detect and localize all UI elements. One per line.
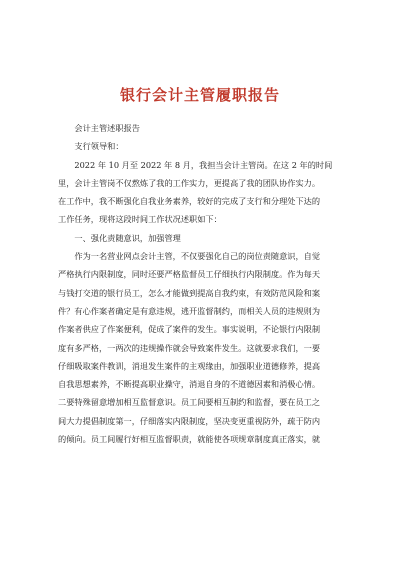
- section-heading-text: 一、强化责随意识，加强管理: [74, 232, 181, 243]
- paragraph-line: 自我思想素养，不断提高职业操守，消退自身的不道德因素和消极心情。: [58, 379, 321, 390]
- document-title: 银行会计主管履职报告: [119, 86, 280, 104]
- paragraph-line: 仔细吸取案件教训，消退发生案件的主观缘由，加强职业道德修养，提高: [58, 360, 321, 371]
- paragraph-line: 作为一名营业网点会计主管，不仅要强化自己的岗位责随意识，自觉: [74, 251, 321, 262]
- paragraph-3: [58, 247, 358, 265]
- paragraph-line: 度有多严格，一两次的违规操作就会导致案件发生。这就要求我们，一要: [58, 342, 321, 353]
- subtitle-text: 会计主管述职报告: [74, 123, 140, 133]
- paragraph-line: 工作任务，现将这段时间工作状况述职如下：: [58, 214, 222, 225]
- paragraph-line: 与钱打交道的银行员工，怎么才能做到提高自我约束，有效防范风险和案: [58, 287, 321, 298]
- paragraph-line: 二要特殊留意增加相互监督意识。员工间要相互制约和监督，要在员工之: [58, 397, 321, 408]
- subtitle-line: [58, 119, 358, 137]
- paragraph-1-cont: [58, 174, 358, 229]
- paragraph-3-cont: [58, 265, 358, 448]
- paragraph-line: 严格执行内限制度，同时还要严格监督员工仔细执行内限制度。作为每天: [58, 269, 321, 280]
- salutation-text: 支行领导和：: [74, 141, 124, 152]
- salutation-line: [58, 137, 358, 155]
- paragraph-line: 作案者供应了作案便利，促成了案件的发生。事实说明，不论银行内限制: [58, 324, 321, 335]
- paragraph-line: 2022 年 10 月至 2022 年 8 月，我担当会计主管岗。在这 2 年的时间: [74, 159, 333, 170]
- paragraph-line: 件？有心作案者确定是有意违规，逃开监督制约，而相关人员的违规则为: [58, 305, 321, 316]
- paragraph-line: 在工作中，我不断强化自我业务素养，较好的完成了支行和分理处下达的: [58, 196, 321, 207]
- paragraph-line: 里，会计主管岗不仅熬炼了我的工作实力，更提高了我的团队协作实力。: [58, 177, 321, 188]
- document-body: [58, 119, 358, 448]
- paragraph-1: [58, 156, 358, 174]
- paragraph-line: 的倾向。员工间履行好相互监督职责，就能使各项规章制度真正落实，就: [58, 434, 321, 445]
- paragraph-line: 间大力提倡制度第一，仔细落实内限制度，坚决变更重视防外，疏于防内: [58, 415, 321, 426]
- section-heading: [58, 229, 358, 247]
